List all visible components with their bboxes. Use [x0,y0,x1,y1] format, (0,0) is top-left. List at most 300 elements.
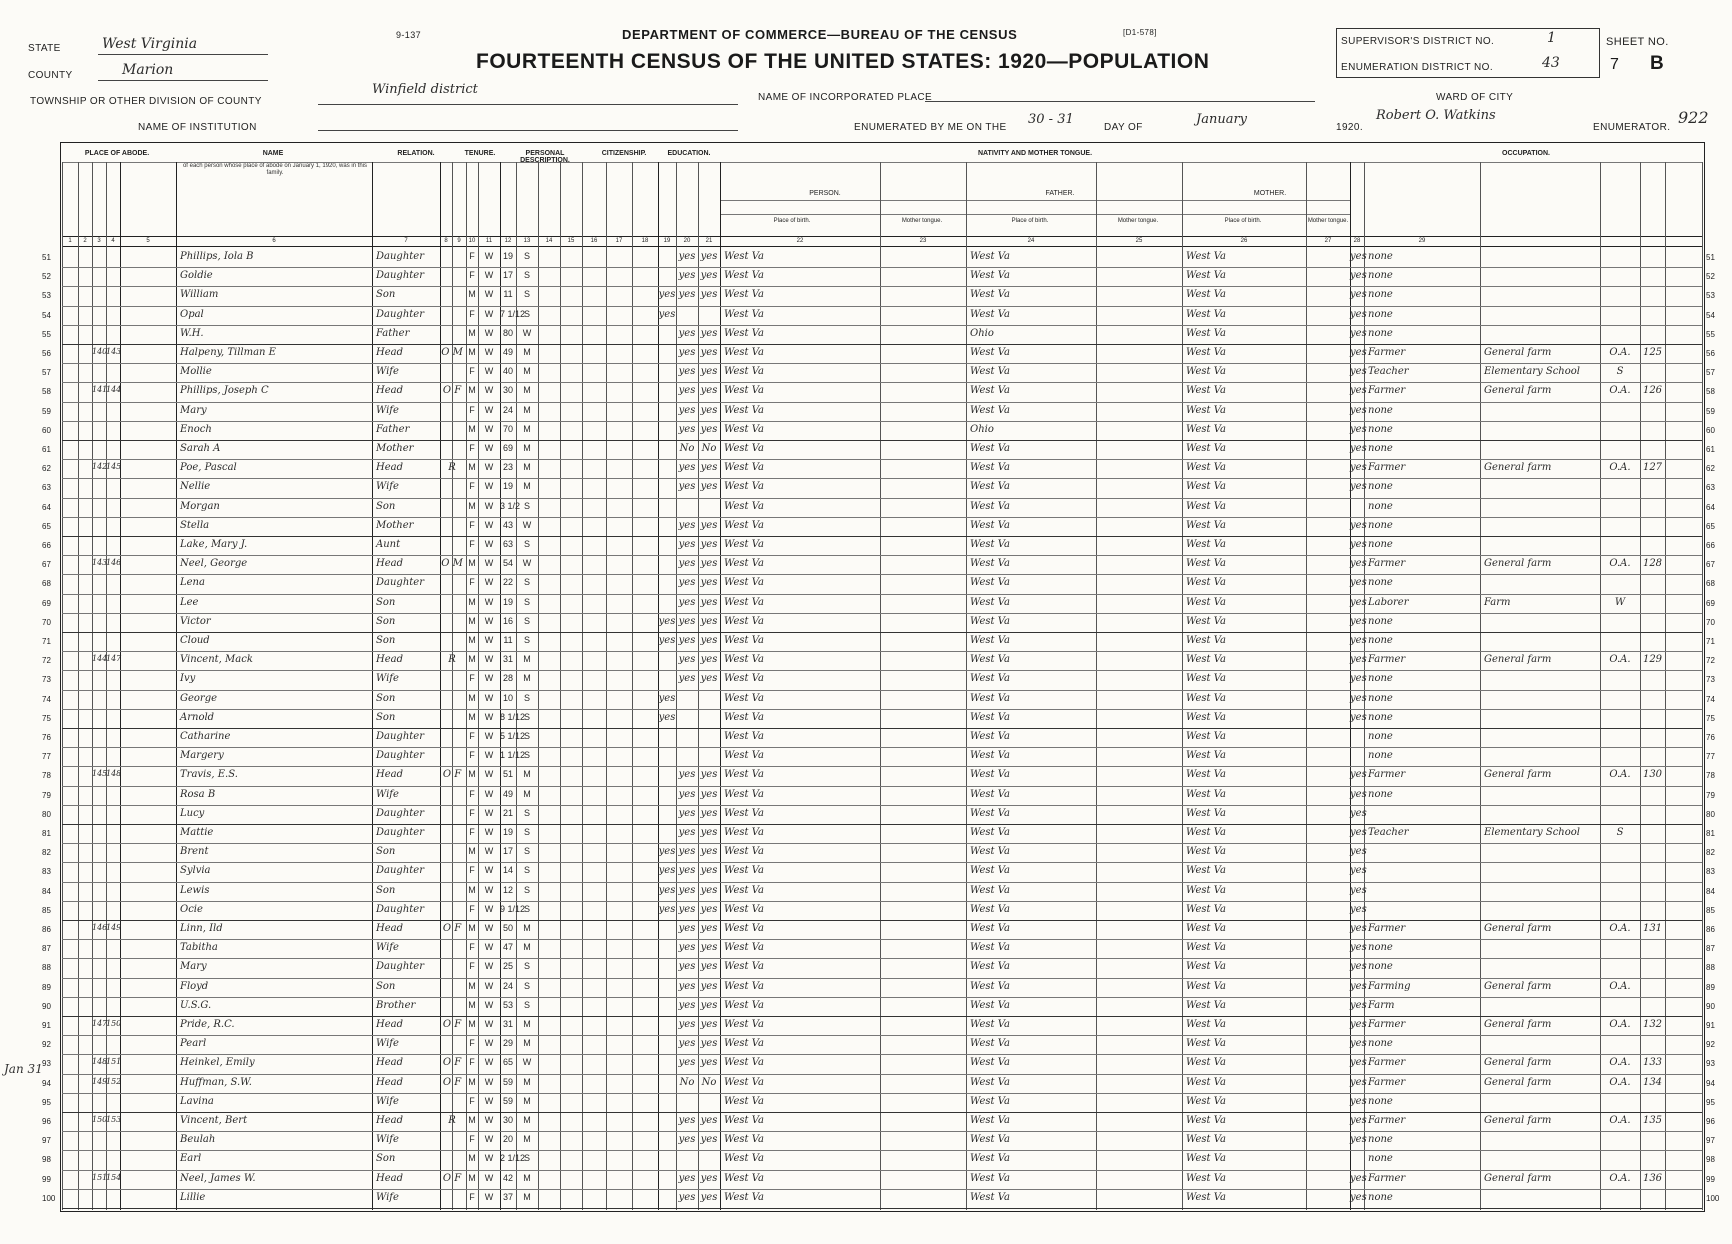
cell-age: 42 [502,1172,513,1183]
cell-read: yes [678,635,696,646]
enumerated-dates: 30 - 31 [1028,112,1074,127]
cell-own: O F [442,923,462,934]
cell-cls: O.A. [1609,654,1631,666]
cell-sch-no: 130 [1642,769,1663,781]
cell-rel: Wife [376,673,399,685]
cell-pob: West Va [724,347,764,358]
cell-rel: Son [376,289,396,301]
cell-fam: 148 [106,769,122,779]
column-divider [1702,162,1703,1210]
cell-sch-no: 133 [1642,1057,1663,1069]
row-number: 78 [42,771,51,781]
row-number-right: 82 [1706,848,1715,858]
cell-sex: F [469,673,475,684]
column-number: 8 [444,238,448,244]
cell-mpob: West Va [1186,750,1226,762]
cell-occ: none [1368,788,1393,800]
cell-eng: yes [1350,846,1367,858]
cell-sex: F [469,443,475,453]
cell-ms: S [523,807,530,818]
column-divider [698,162,699,1210]
cell-sch-no: 132 [1642,1019,1663,1030]
row-number: 100 [42,1193,56,1203]
cell-ms: W [522,519,532,530]
row-divider [62,747,1702,748]
cell-write: yes [700,769,718,781]
cell-ms: S [523,731,530,741]
row-number: 68 [42,579,51,589]
row-divider [62,555,1702,556]
cell-pob: West Va [724,1019,764,1030]
cell-read: yes [678,289,696,301]
row-number-right: 99 [1706,1174,1715,1184]
cell-age: 31 [502,654,513,665]
cell-dwell: 141 [92,385,108,395]
row-number-right: 52 [1706,272,1715,282]
cell-occ: none [1368,577,1393,589]
cell-sex: F [469,942,475,953]
row-number: 63 [42,483,51,493]
cell-cls: S [1616,366,1624,378]
row-divider [62,786,1702,787]
cell-read: yes [678,673,696,685]
cell-race: W [484,750,494,761]
cell-write: yes [700,827,718,838]
row-divider [62,574,1702,575]
row-number-right: 57 [1706,368,1715,378]
cell-fpob: West Va [970,692,1010,704]
hdr-place-of-birth-mother: Place of birth. [1224,218,1262,224]
row-number-right: 63 [1706,483,1715,493]
cell-mpob: West Va [1186,846,1226,858]
cell-occ: none [1368,711,1393,723]
column-number: 3 [97,238,101,244]
cell-name: Vincent, Bert [180,1115,248,1126]
hdr-mother-tongue-father: Mother tongue. [1117,218,1159,224]
cell-write: yes [700,519,718,531]
cell-rel: Head [376,558,404,570]
column-number: 22 [796,238,804,244]
cell-name: Phillips, Iola B [180,251,254,262]
cell-race: W [484,404,494,415]
cell-fam: 146 [106,558,122,568]
cell-rel: Son [376,884,396,896]
row-number: 69 [42,598,51,608]
cell-pob: West Va [724,1115,764,1126]
cell-eng: yes [1350,999,1367,1011]
row-number-right: 71 [1706,637,1715,646]
cell-mpob: West Va [1186,481,1226,493]
column-number: 21 [705,238,713,244]
cell-age: 16 [502,615,513,626]
row-number: 98 [42,1155,51,1165]
cell-name: Linn, Ild [180,923,223,934]
township-value: Winfield district [372,82,478,97]
column-divider [452,162,453,1210]
cell-rel: Head [376,769,404,781]
cell-sex: M [468,654,476,665]
column-number: 5 [146,238,150,244]
cell-race: W [484,635,494,645]
cell-sex: M [468,846,476,857]
cell-pob: West Va [724,942,764,954]
cell-fam: 145 [106,462,122,472]
row-number: 74 [42,694,51,704]
cell-age: 19 [502,827,513,837]
cell-fpob: West Va [970,769,1010,781]
cell-mpob: West Va [1186,539,1226,550]
enumeration-district-label: ENUMERATION DISTRICT NO. [1341,62,1494,73]
cell-fpob: West Va [970,481,1010,493]
cell-occ: Teacher [1368,366,1409,378]
cell-race: W [484,366,494,377]
row-divider [62,402,1702,403]
cell-write: yes [700,884,718,896]
row-number: 76 [42,733,51,742]
cell-write: yes [700,635,718,646]
cell-eng: yes [1350,903,1367,915]
cell-write: yes [700,846,718,858]
column-number: 25 [1135,238,1143,244]
cell-name: Vincent, Mack [180,654,253,666]
cell-pob: West Va [724,1134,764,1146]
cell-eng: yes [1350,807,1367,819]
row-number-right: 69 [1706,598,1715,608]
cell-ms: M [523,404,531,415]
row-number-right: 65 [1706,521,1715,531]
cell-occ: none [1368,443,1393,454]
cell-mpob: West Va [1186,385,1226,397]
cell-own: O F [442,385,462,397]
cell-ms: W [522,1057,532,1068]
cell-dwell: 145 [92,769,108,779]
cell-fpob: West Va [970,1057,1010,1069]
hdr-mother-tongue-mother: Mother tongue. [1307,218,1349,224]
cell-race: W [484,327,494,338]
cell-eng: yes [1350,385,1367,397]
row-divider [62,1189,1702,1190]
cell-sex: F [469,251,475,261]
cell-ms: M [523,1076,531,1087]
column-number: 18 [641,238,649,244]
day-of-label: DAY OF [1104,122,1143,133]
cell-ms: S [523,711,530,722]
cell-cls: O.A. [1609,1019,1631,1030]
cell-fam: 143 [106,347,122,356]
cell-sex: M [468,615,476,626]
column-divider [440,162,441,1210]
cell-occ: Farmer [1368,1076,1406,1088]
cell-age: 49 [502,788,513,799]
cell-age: 17 [502,846,513,857]
column-number: 9 [457,238,461,244]
cell-mpob: West Va [1186,961,1226,973]
cell-dwell: 144 [92,654,108,664]
cell-ms: M [523,673,531,684]
cell-mpob: West Va [1186,884,1226,896]
cell-sex: F [469,481,475,492]
cell-pob: West Va [724,999,764,1011]
column-divider [676,162,677,1210]
cell-eng: yes [1350,1038,1367,1050]
cell-ms: M [523,366,531,377]
column-number: 27 [1324,238,1332,244]
cell-pob: West Va [724,558,764,570]
cell-cls: O.A. [1609,462,1631,474]
cell-ms: S [523,903,530,914]
row-divider [62,939,1702,940]
cell-rel: Head [376,1076,404,1088]
cell-occ: none [1368,961,1393,973]
row-divider [62,670,1702,671]
row-number: 91 [42,1021,51,1030]
cell-occ: none [1368,942,1393,954]
cell-eng: yes [1350,923,1367,934]
cell-occ: Farmer [1368,462,1406,474]
cell-write: yes [700,807,718,819]
cell-write: yes [700,385,718,397]
row-number-right: 59 [1706,406,1715,416]
cell-name: Sarah A [180,443,221,454]
row-divider [62,344,1702,345]
row-divider [62,1054,1702,1055]
enumerator-name: Robert O. Watkins [1376,108,1496,123]
cell-pob: West Va [724,327,764,339]
cell-sch-no: 128 [1642,558,1663,570]
cell-occ: none [1368,1153,1393,1165]
cell-read: yes [678,462,696,474]
cell-fpob: West Va [970,635,1010,646]
cell-eng: yes [1350,884,1367,896]
cell-own: O F [442,1172,462,1184]
cell-mpob: West Va [1186,596,1226,608]
row-number-right: 83 [1706,867,1715,877]
cell-occ: Farmer [1368,923,1406,934]
cell-mpob: West Va [1186,1019,1226,1030]
row-number: 65 [42,521,51,531]
cell-ms: M [523,347,531,357]
cell-sex: M [468,289,476,300]
cell-occ: Farmer [1368,1057,1406,1069]
cell-sch: yes [658,308,676,320]
cell-age: 21 [502,807,513,818]
cell-read: yes [678,788,696,800]
hdr-personal-description: PERSONAL DESCRIPTION. [520,150,570,164]
column-number: 12 [504,238,512,244]
row-divider [62,1131,1702,1132]
cell-sex: F [469,308,475,319]
cell-ms: M [523,1191,531,1202]
cell-pob: West Va [724,462,764,474]
cell-eng: yes [1350,1134,1367,1146]
cell-pob: West Va [724,366,764,378]
cell-sex: F [469,1057,475,1068]
cell-ms: M [523,769,531,780]
cell-ms: S [523,884,530,895]
cell-age: 31 [502,1019,513,1029]
cell-eng: yes [1350,865,1367,877]
cell-race: W [484,1134,494,1145]
hdr-tenure: TENURE. [464,150,496,157]
cell-pob: West Va [724,980,764,992]
row-divider [62,478,1702,479]
cell-write: yes [700,577,718,589]
cell-rel: Daughter [376,577,424,589]
cell-sex: F [469,270,475,281]
supervisor-district-label: SUPERVISOR'S DISTRICT NO. [1341,36,1495,47]
row-number: 87 [42,944,51,954]
cell-occ: none [1368,500,1393,512]
cell-eng: yes [1350,596,1367,608]
cell-write: yes [700,903,718,915]
form-number: 9-137 [396,30,422,40]
cell-fpob: West Va [970,577,1010,589]
row-number-right: 73 [1706,675,1715,685]
month-value: January [1196,112,1248,127]
margin-note: 922 [1678,108,1709,127]
cell-name: Rosa B [180,788,216,800]
cell-pob: West Va [724,1057,764,1069]
cell-cls: O.A. [1609,558,1631,570]
cell-race: W [484,251,494,261]
row-number: 85 [42,905,51,915]
cell-rel: Father [376,327,410,339]
cell-age: 22 [502,577,513,588]
hdr-relation: RELATION. [397,150,435,157]
cell-sch-no: 126 [1642,385,1663,397]
cell-race: W [484,596,494,607]
cell-dwell: 151 [92,1172,108,1182]
cell-sch: yes [658,884,676,896]
cell-name: U.S.G. [180,999,212,1011]
column-number: 2 [83,238,87,244]
row-number: 67 [42,560,51,570]
cell-read: yes [678,519,696,531]
row-divider [62,1170,1702,1171]
cell-fpob: West Va [970,1153,1010,1165]
county-label: COUNTY [28,70,73,81]
cell-pob: West Va [724,500,764,512]
cell-read: yes [678,1172,696,1184]
row-number-right: 81 [1706,829,1715,838]
column-number: 26 [1240,238,1248,244]
cell-rel: Wife [376,1095,399,1107]
cell-race: W [484,385,494,396]
cell-name: Poe, Pascal [180,462,237,474]
cell-rel: Head [376,385,404,397]
cell-sex: F [469,1134,475,1145]
cell-occ: Farmer [1368,558,1406,570]
cell-read: yes [678,846,696,858]
row-number-right: 54 [1706,310,1715,320]
cell-read: yes [678,961,696,973]
cell-mpob: West Va [1186,923,1226,934]
cell-race: W [484,423,494,434]
cell-age: 3 1/2 [500,500,521,511]
row-number-right: 67 [1706,560,1715,570]
cell-pob: West Va [724,884,764,896]
row-divider [62,862,1702,863]
cell-dwell: 150 [92,1115,108,1124]
cell-ms: S [523,961,530,972]
cell-age: 37 [502,1191,513,1202]
cell-rel: Wife [376,1038,399,1050]
cell-age: 59 [502,1076,513,1087]
row-divider [62,824,1702,825]
cell-name: W.H. [180,327,204,339]
cell-rel: Wife [376,1191,399,1203]
cell-ms: M [523,1172,531,1183]
cell-read: yes [678,347,696,358]
cell-age: 51 [502,769,513,780]
cell-occ: none [1368,750,1393,762]
cell-eng: yes [1350,1019,1367,1030]
cell-mpob: West Va [1186,1153,1226,1165]
cell-cls: O.A. [1609,923,1631,934]
cell-eng: yes [1350,251,1367,262]
cell-sex: M [468,980,476,991]
cell-sex: M [468,596,476,607]
cell-race: W [484,903,494,914]
cell-eng: yes [1350,1191,1367,1203]
cell-occ: none [1368,539,1393,550]
cell-age: 63 [502,539,513,549]
cell-write: yes [700,289,718,301]
cell-race: W [484,884,494,895]
column-divider [176,162,177,1210]
column-divider [62,162,63,1210]
row-number-right: 64 [1706,502,1715,512]
cell-fpob: West Va [970,1019,1010,1030]
row-number: 58 [42,387,51,397]
cell-occ: Laborer [1368,596,1409,608]
cell-pob: West Va [724,961,764,973]
cell-name: Travis, E.S. [180,769,238,781]
cell-race: W [484,711,494,722]
cell-cls: O.A. [1609,980,1631,992]
cell-age: 14 [502,865,513,876]
cell-pob: West Va [724,423,764,435]
cell-rel: Daughter [376,903,424,915]
cell-write: yes [700,462,718,474]
column-number: 16 [590,238,598,244]
row-number: 95 [42,1097,51,1107]
cell-ms: S [523,539,530,549]
column-number: 29 [1418,238,1426,244]
cell-age: 69 [502,443,513,453]
row-divider [62,1016,1702,1017]
cell-name: Lavina [180,1095,214,1107]
cell-age: 28 [502,673,513,684]
cell-race: W [484,1076,494,1087]
row-number-right: 60 [1706,425,1715,435]
cell-write: yes [700,539,718,550]
cell-ms: S [523,596,530,607]
cell-ms: S [523,500,530,511]
cell-race: W [484,999,494,1010]
column-divider [632,162,633,1210]
cell-mpob: West Va [1186,654,1226,666]
hdr-place-of-abode: PLACE OF ABODE. [84,150,150,157]
column-divider [478,162,479,1210]
cell-ind: Farm [1484,596,1511,608]
cell-cls: O.A. [1609,1076,1631,1088]
cell-ms: S [523,827,530,837]
cell-rel: Daughter [376,807,424,819]
row-number: 62 [42,464,51,474]
cell-pob: West Va [724,827,764,838]
cell-fpob: West Va [970,1076,1010,1088]
